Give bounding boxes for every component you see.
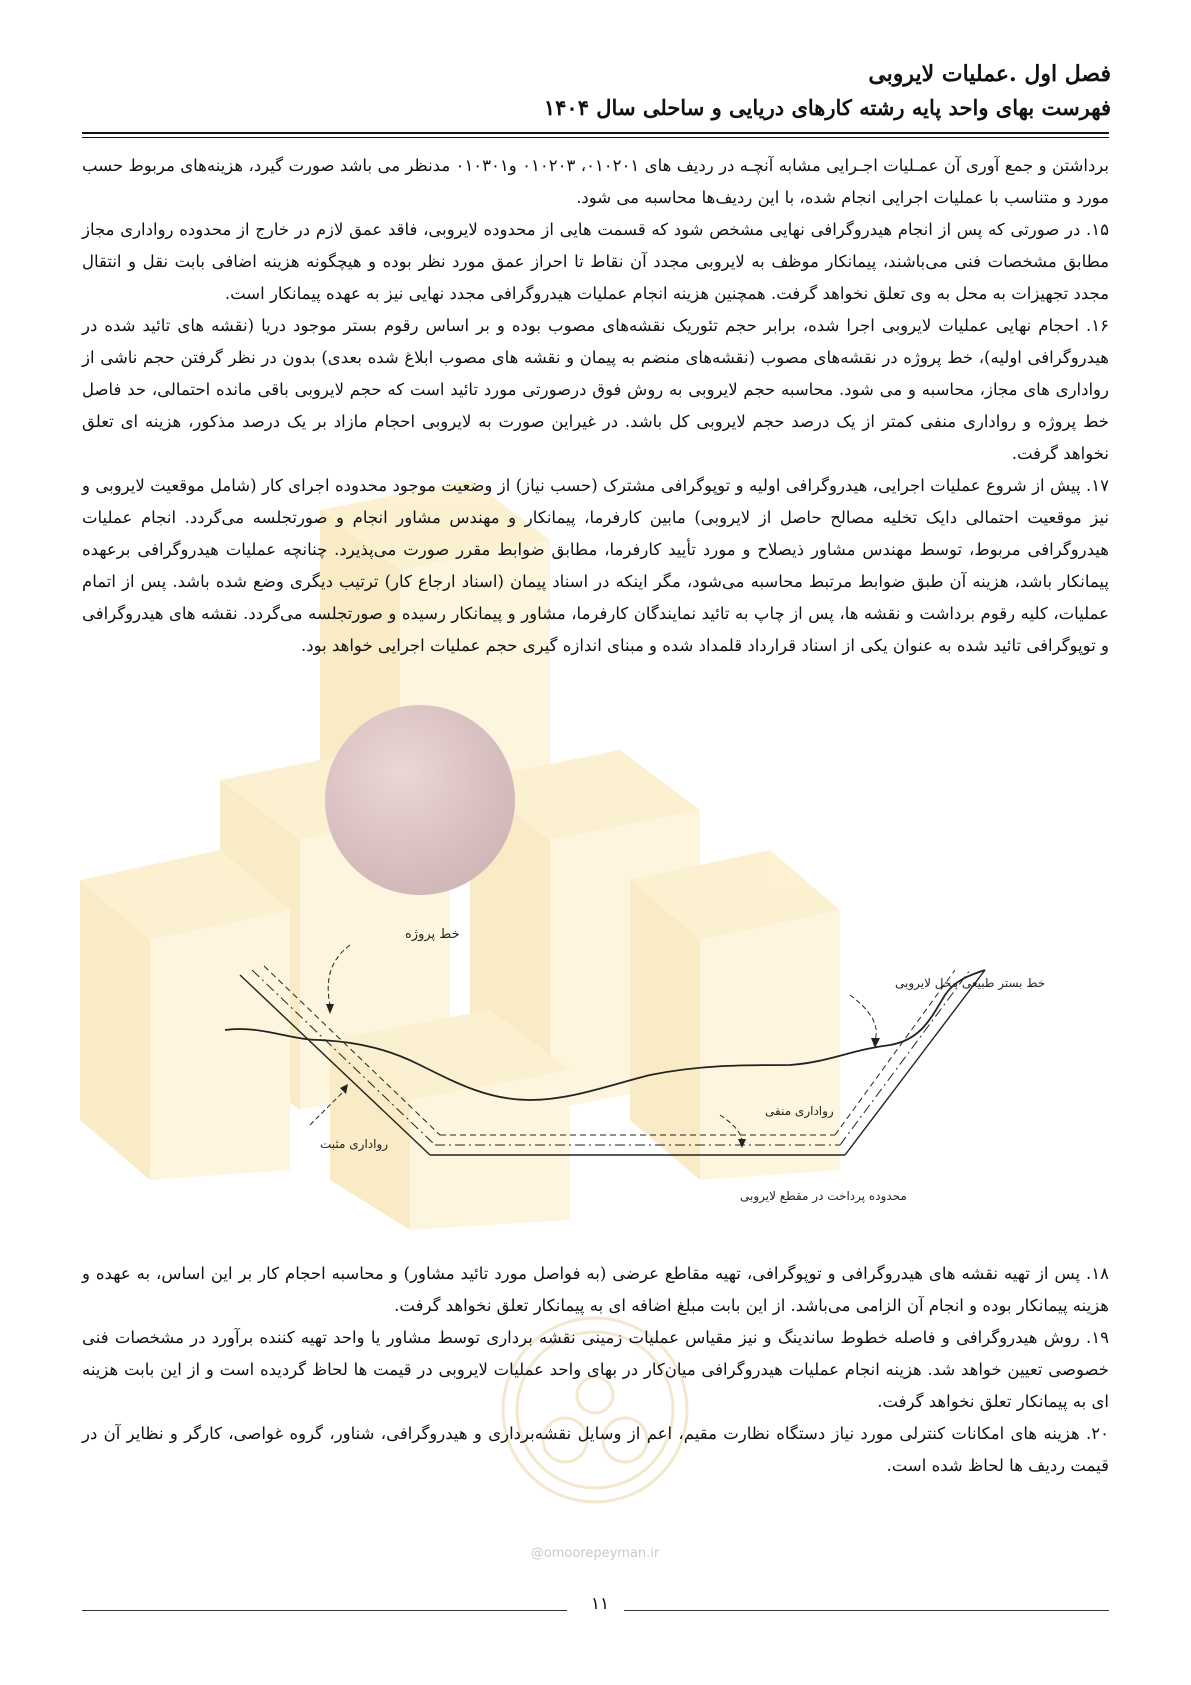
slope-line-right-1	[845, 970, 985, 1155]
label-negative-tolerance: رواداری منفی	[765, 1104, 834, 1118]
dredging-cross-section-diagram	[230, 900, 1046, 1220]
paragraph-18: ۱۸. پس از تهیه نقشه های هیدروگرافی و توپوگرافی، تهیه مقاطع عرضی (به فواصل مورد تائید مشاور) و محاسبه احجام کار بر این اساس، به عهده و هزینه پیمانکار بوده و انجام آن الزامی می‌باشد. از این بابت مبلغ اضافه ای به پیمانکار تعلق نخواهد گرفت.	[82, 1264, 1109, 1315]
footer-rule-left	[82, 1610, 567, 1611]
natural-bed-line	[225, 970, 985, 1100]
watermark-site-text: @omoorepeyman.ir	[530, 1546, 660, 1561]
arrow-negative-tolerance	[720, 1115, 742, 1140]
arrowhead-negative-tolerance	[738, 1139, 746, 1148]
slope-line-right-2	[840, 970, 970, 1145]
body-text-bottom	[82, 1258, 1109, 1482]
paragraph-16: ۱۶. احجام نهایی عملیات لایروبی اجرا شده، برابر حجم تئوریک نقشه‌های مصوب بوده و بر اساس رقوم بستر موجود دریا (نقشه های تائید شده در هیدروگرافی اولیه)، خط پروژه در نقشه‌های مصوب (نقشه‌های منضم به پیمان و نقشه های مصوب ابلاغ شده بعدی) بدون در نظر گرفتن حجم ناشی از رواداری های مجاز، محاسبه و می شود. محاسبه حجم لایروبی به روش فوق درصورتی مورد تائید است که حجم لایروبی باقی مانده احتمالی، حد فاصل خط پروژه و رواداری منفی کمتر از یک درصد حجم لایروبی کل باشد. در غیراین صورت به لایروبی احجام مازاد بر یک درصد مذکور، هزینه ای تعلق نخواهد گرفت.	[82, 316, 1109, 463]
label-payment-limit: محدوده پرداخت در مقطع لایروبی	[740, 1189, 907, 1203]
body-text-top	[82, 150, 1109, 662]
document-title: فهرست بهای واحد پایه رشته کارهای دریایی و ساحلی سال ۱۴۰۴	[543, 95, 1111, 120]
label-project-line: خط پروژه	[405, 927, 460, 942]
arrow-natural-bed	[850, 995, 876, 1040]
header-rule-thin	[82, 137, 1109, 138]
paragraph-17: ۱۷. پیش از شروع عملیات اجرایی، هیدروگرافی اولیه و توپوگرافی مشترک (حسب نیاز) از وضعیت موجود محدوده اجرای کار (شامل موقعیت لایروبی و نیز موقعیت احتمالی دایک تخلیه مصالح حاصل از لایروبی) مابین کارفرما، پیمانکار و مهندس مشاور انجام و صورتجلسه می‌گردد. انجام عملیات هیدروگرافی مربوط، توسط مهندس مشاور ذیصلاح و مورد تأیید کارفرما، مطابق ضوابط مقرر صورت می‌پذیرد. چنانچه عملیات هیدروگرافی برعهده پیمانکار باشد، هزینه آن طبق ضوابط مرتبط محاسبه می‌شود، مگر اینکه در اسناد پیمان (اسناد ارجاع کار) ترتیب دیگری وضع شده باشد. پس از اتمام عملیات، کلیه رقوم برداشت و نقشه ها، پس از چاپ به تائید نمایندگان کارفرما، مشاور و پیمانکار رسیده و صورتجلسه می‌گردد. نقشه های هیدروگرافی و توپوگرافی تائید شده به عنوان یکی از اسناد قرارداد قلمداد شده و مبنای اندازه گیری حجم عملیات اجرایی خواهد بود.	[82, 476, 1109, 655]
label-natural-bed: خط بستر طبیعی محل لایروبی	[895, 976, 1046, 990]
page-number: ۱۱	[590, 1594, 610, 1614]
paragraph-20: ۲۰. هزینه های امکانات کنترلی مورد نیاز دستگاه نظارت مقیم، اعم از وسایل نقشه‌برداری و هیدروگرافی، شناور، گروه غواصی، کارگر و نظایر آن در قیمت ردیف ها لحاظ شده است.	[82, 1424, 1109, 1475]
arrowhead-project-line	[326, 1004, 334, 1014]
slope-line-left-2	[252, 970, 435, 1145]
arrow-project-line	[328, 945, 350, 1005]
footer-rule-right	[624, 1610, 1109, 1611]
chapter-title: فصل اول .عملیات لایروبی	[868, 61, 1111, 87]
slope-line-left-3	[264, 966, 440, 1135]
paragraph-15: ۱۵. در صورتی که پس از انجام هیدروگرافی نهایی مشخص شود که قسمت هایی از محدوده لایروبی، فاقد عمق لازم در خارج از محدوده رواداری مجاز مطابق مشخصات فنی می‌باشند، پیمانکار موظف به لایروبی مجدد آن نقاط تا احراز عمق مورد نظر بوده و هیچگونه هزینه اضافی بابت نقل و انتقال مجدد تجهیزات به محل به وی تعلق نخواهد گرفت. همچنین هزینه انجام عملیات هیدروگرافی مجدد نهایی نیز به عهده پیمانکار است.	[82, 220, 1109, 303]
paragraph-continuation: برداشتن و جمع آوری آن عمـلیات اجـرایی مشابه آنچـه در ردیف های ۰۱۰۲۰۱، ۰۱۰۲۰۳ و۰۱۰۳۰۱ مدنظر می باشد صورت گیرد، هزینه‌های مربوط حسب مورد و متناسب با عملیات اجرایی انجام شده، با این ردیف‌ها محاسبه می شود.	[82, 156, 1110, 207]
header-rule-thick	[82, 132, 1109, 134]
arrowhead-positive-tolerance	[340, 1084, 348, 1094]
arrow-positive-tolerance	[310, 1090, 345, 1125]
page-header	[80, 58, 1111, 124]
paragraph-19: ۱۹. روش هیدروگرافی و فاصله خطوط ساندینگ و نیز مقیاس عملیات زمینی نقشه برداری توسط مشاور یا واحد تهیه کننده برآورد در مشخصات فنی خصوصی تعیین خواهد شد. هزینه انجام عملیات هیدروگرافی میان‌کار در بهای واحد عملیات لایروبی در قیمت ها لحاظ گردیده است و از این بابت هزینه ای به پیمانکار تعلق نخواهد گرفت.	[82, 1328, 1109, 1411]
label-positive-tolerance: رواداری مثبت	[320, 1137, 389, 1151]
slope-line-left-1	[240, 975, 430, 1155]
